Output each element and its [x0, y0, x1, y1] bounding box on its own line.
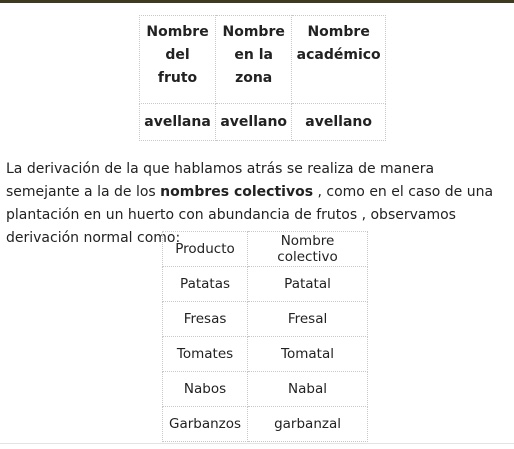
- paragraph-text: La derivación de la que hablamos atrás se realiza de manera semejante a la de los: [6, 161, 435, 200]
- table-cell: Tomatal: [248, 337, 368, 372]
- table-cell: garbanzal: [248, 407, 368, 442]
- table-cell: avellano: [292, 104, 386, 141]
- table-row: [163, 302, 368, 337]
- table-row: [163, 372, 368, 407]
- table-cell: Garbanzos: [163, 407, 248, 442]
- header-cell-nombre-en-la-zona: [216, 16, 292, 104]
- paragraph-bold-text: nombres colectivos: [160, 184, 314, 200]
- table-header-row: [163, 232, 368, 267]
- table-cell: Tomates: [163, 337, 248, 372]
- header-line: fruto: [157, 70, 198, 86]
- header-line: Nombre: [146, 24, 209, 40]
- table-cell: Patatal: [248, 267, 368, 302]
- header-line: Nombre: [307, 24, 370, 40]
- paragraph-text: , como en el caso de una plantación en un huerto con abundancia de frutos , observamos derivación normal como:: [6, 184, 494, 246]
- table-header-row: [140, 16, 386, 104]
- table-cell: Nabos: [163, 372, 248, 407]
- fruit-names-table: [139, 15, 386, 141]
- table-cell: avellano: [216, 104, 292, 141]
- header-line: académico: [296, 47, 381, 63]
- header-cell-nombre-del-fruto: [140, 16, 216, 104]
- table-cell: Patatas: [163, 267, 248, 302]
- table-row: [163, 337, 368, 372]
- header-cell-nombre-colectivo: Nombre colectivo: [248, 232, 368, 267]
- table-cell: avellana: [140, 104, 216, 141]
- collective-names-table: [162, 231, 368, 442]
- header-cell-producto: Producto: [163, 232, 248, 267]
- table-cell: Nabal: [248, 372, 368, 407]
- table-cell: Fresas: [163, 302, 248, 337]
- header-line: del: [165, 47, 190, 63]
- table-row: [140, 104, 386, 141]
- header-cell-nombre-academico: [292, 16, 386, 104]
- table-cell: Fresal: [248, 302, 368, 337]
- header-line: zona: [235, 70, 273, 86]
- top-divider: [0, 0, 514, 3]
- bottom-divider: [0, 443, 514, 444]
- table-row: [163, 267, 368, 302]
- header-line: en la: [234, 47, 273, 63]
- table-row: [163, 407, 368, 442]
- header-line: Nombre: [222, 24, 285, 40]
